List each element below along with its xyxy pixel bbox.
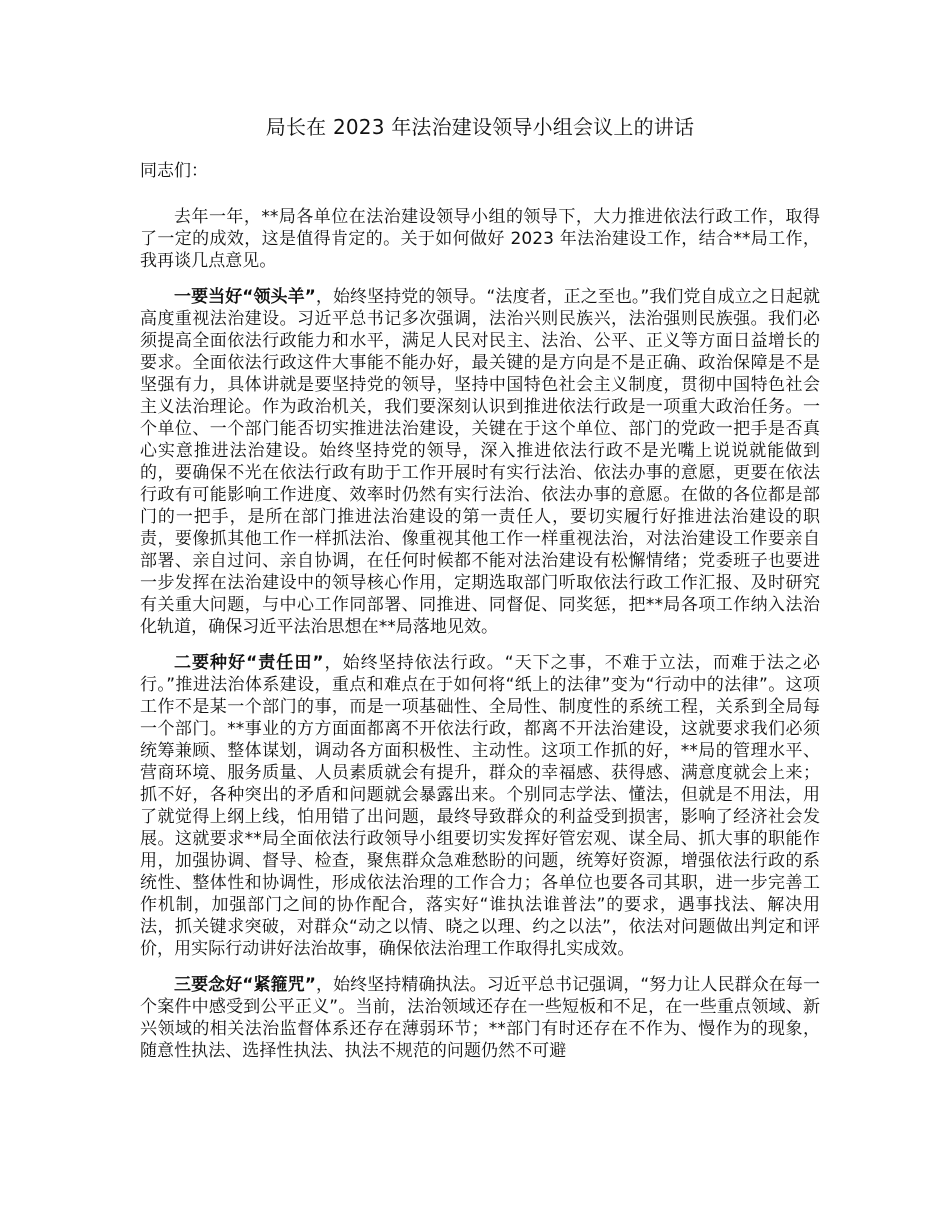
paragraph-heading: 一要当好“领头羊” [174,287,316,307]
document-title: 局长在 2023 年法治建设领导小组会议上的讲话 [265,115,695,139]
paragraph-text: ，始终坚持党的领导。“法度者，正之至也。”我们党自成立之日起就高度重视法治建设。习近平总书记多次强调，法治兴则民族兴，法治强则民族强。我们必须提高全面依法行政能力和水平，满足人民对民主、法治、公平、正义等方面日益增长的要求。全面依法行政这件大事能不能办好，最关键的是方向是不是正确、政治保障是不是坚强有力，具体讲就是要坚持党的领导，坚持中国特色社会主义制度，贯彻中国特色社会主义法治理论。作为政治机关，我们要深刻认识到推进依法行政是一项重大政治任务。一个单位、一个部门能否切实推进法治建设，关键在于这个单位、部门的党政一把手是否真心实意推进法治建设。始终坚持党的领导，深入推进依法行政不是光嘴上说说就能做到的，要确保不光在依法行政有助于工作开展时有实行法治、依法办事的意愿，更要在依法行政有可能影响工作进度、效率时仍然有实行法治、依法办事的意愿。在做的各位都是部门的一把手，是所在部门推进法治建设的第一责任人，要切实履行好推进法治建设的职责，要像抓其他工作一样抓法治、像重视其他工作一样重视法治，对法治建设工作要亲自部署、亲自过问、亲自协调，在任何时候都不能对法治建设有松懈情绪；党委班子也要进一步发挥在法治建设中的领导核心作用，定期选取部门听取依法行政工作汇报、及时研究有关重大问题，与中心工作同部署、同推进、同督促、同奖惩，把**局各项工作纳入法治化轨道，确保习近平法治思想在**局落地见效。 [140,287,820,637]
paragraph-point-2 [140,652,820,960]
paragraph-heading: 三要念好“紧箍咒” [174,975,316,995]
paragraph-text: ，始终坚持依法行政。“天下之事，不难于立法，而难于法之必行。”推进法治体系建设，重点和难点在于如何将“纸上的法律”变为“行动中的法律”。这项工作不是某一个部门的事，而是一项基础性、全局性、制度性的系统工程，关系到全局每一个部门。**事业的方方面面都离不开依法行政，都离不开法治建设，这就要求我们必须统筹兼顾、整体谋划，调动各方面积极性、主动性。这项工作抓的好，**局的管理水平、营商环境、服务质量、人员素质就会有提升，群众的幸福感、获得感、满意度就会上来；抓不好，各种突出的矛盾和问题就会暴露出来。个别同志学法、懂法，但就是不用法，用了就觉得上纲上线，怕用错了出问题，最终导致群众的利益受到损害，影响了经济社会发展。这就要求**局全面依法行政领导小组要切实发挥好管宏观、谋全局、抓大事的职能作用，加强协调、督导、检查，聚焦群众急难愁盼的问题，统筹好资源，增强依法行政的系统性、整体性和协调性，形成依法治理的工作合力；各单位也要各司其职，进一步完善工作机制，加强部门之间的协作配合，落实好“谁执法谁普法”的要求，遇事找法、解决用法，抓关键求突破，对群众“动之以情、晓之以理、约之以法”，依法对问题做出判定和评价，用实际行动讲好法治故事，确保依法治理工作取得扎实成效。 [140,653,820,959]
paragraph-point-3 [140,974,820,1062]
paragraph-intro [140,206,820,272]
paragraph-heading: 二要种好“责任田” [174,653,324,673]
paragraph-point-1 [140,286,820,638]
salutation: 同志们： [140,161,208,181]
paragraph-text: ，始终坚持精确执法。习近平总书记强调，“努力让人民群众在每一个案件中感受到公平正义”。当前，法治领域还存在一些短板和不足，在一些重点领域、新兴领域的相关法治监督体系还存在薄弱环节；**部门有时还存在不作为、慢作为的现象，随意性执法、选择性执法、执法不规范的问题仍然不可避 [140,975,820,1061]
document-page [140,112,820,1076]
paragraph-text: 去年一年，**局各单位在法治建设领导小组的领导下，大力推进依法行政工作，取得了一定的成效，这是值得肯定的。关于如何做好 2023 年法治建设工作，结合**局工作，我再谈几点意见。 [140,207,820,271]
